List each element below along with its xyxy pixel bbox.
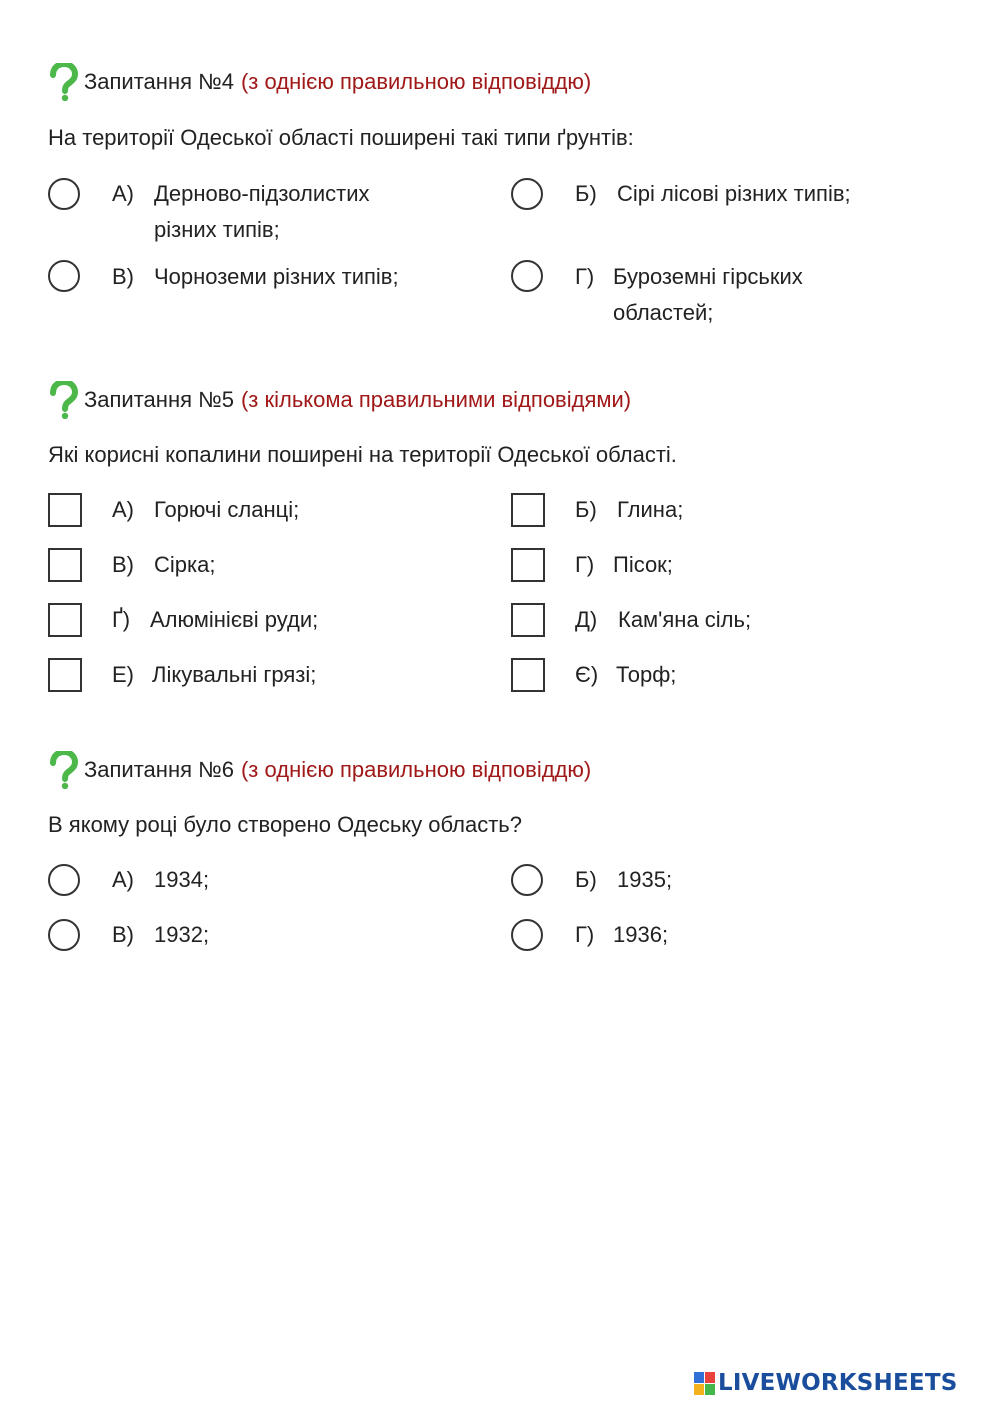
checkbox[interactable] — [48, 603, 82, 637]
radio-button[interactable] — [48, 864, 80, 896]
option-label: 1936; — [613, 922, 669, 947]
option-letter: Г) — [575, 552, 595, 577]
option-label: Торф; — [616, 662, 677, 687]
question-mark-icon — [48, 63, 78, 101]
option-letter: А) — [112, 867, 134, 892]
question-5-header — [48, 380, 631, 420]
option-label: Пісок; — [613, 552, 673, 577]
radio-button[interactable] — [511, 178, 543, 210]
radio-button[interactable] — [48, 260, 80, 292]
option-label: 1932; — [154, 922, 210, 947]
question-mark-icon — [48, 751, 78, 789]
question-6-header — [48, 750, 591, 790]
option-label: Дерново-підзолистих — [154, 181, 370, 206]
checkbox[interactable] — [511, 493, 545, 527]
option-letter: Ґ) — [112, 607, 131, 632]
question-4-title: Запитання №4 — [84, 69, 234, 94]
option-label: Лікувальні грязі; — [152, 662, 317, 687]
option-label: Буроземні гірських — [613, 264, 803, 289]
option-label: Глина; — [617, 497, 684, 522]
logo-squares-icon — [694, 1372, 715, 1395]
logo-text: LIVEWORKSHEETS — [718, 1370, 958, 1396]
option-label: Сірка; — [154, 552, 216, 577]
question-4-type: (з однією правильною відповіддю) — [240, 69, 592, 94]
radio-button[interactable] — [48, 178, 80, 210]
option-letter: Б) — [575, 497, 597, 522]
option-letter: Є) — [575, 662, 599, 687]
option-label: Сірі лісові різних типів; — [617, 181, 851, 206]
radio-button[interactable] — [511, 919, 543, 951]
option-letter: В) — [112, 264, 134, 289]
option-label: 1935; — [617, 867, 673, 892]
question-5-type: (з кількома правильними відповідями) — [240, 387, 632, 412]
question-4-header — [48, 62, 591, 102]
question-6-text: В якому році було створено Одеську область? — [48, 812, 522, 837]
question-5-text: Які корисні копалини поширені на території Одеської області. — [48, 442, 677, 467]
option-letter: Д) — [575, 607, 598, 632]
option-letter: Г) — [575, 922, 595, 947]
radio-button[interactable] — [48, 919, 80, 951]
checkbox[interactable] — [511, 548, 545, 582]
option-letter: Г) — [575, 264, 595, 289]
option-letter: Е) — [112, 662, 134, 687]
radio-button[interactable] — [511, 260, 543, 292]
option-letter: А) — [112, 181, 134, 206]
checkbox[interactable] — [48, 493, 82, 527]
option-letter: Б) — [575, 181, 597, 206]
option-label: Алюмінієві руди; — [150, 607, 319, 632]
option-letter: А) — [112, 497, 134, 522]
checkbox[interactable] — [48, 658, 82, 692]
option-label: Горючі сланці; — [154, 497, 300, 522]
question-6-type: (з однією правильною відповіддю) — [240, 757, 592, 782]
option-label: Кам'яна сіль; — [618, 607, 752, 632]
option-letter: В) — [112, 922, 134, 947]
checkbox[interactable] — [511, 658, 545, 692]
checkbox[interactable] — [511, 603, 545, 637]
question-6-title: Запитання №6 — [84, 757, 234, 782]
question-5-title: Запитання №5 — [84, 387, 234, 412]
question-mark-icon — [48, 381, 78, 419]
checkbox[interactable] — [48, 548, 82, 582]
option-label-cont: областей; — [613, 300, 714, 325]
option-label: 1934; — [154, 867, 210, 892]
option-letter: Б) — [575, 867, 597, 892]
question-4-text: На території Одеської області поширені такі типи ґрунтів: — [48, 125, 634, 150]
option-letter: В) — [112, 552, 134, 577]
option-label: Чорноземи різних типів; — [154, 264, 399, 289]
radio-button[interactable] — [511, 864, 543, 896]
liveworksheets-logo — [694, 1370, 957, 1396]
option-label-cont: різних типів; — [154, 217, 280, 242]
